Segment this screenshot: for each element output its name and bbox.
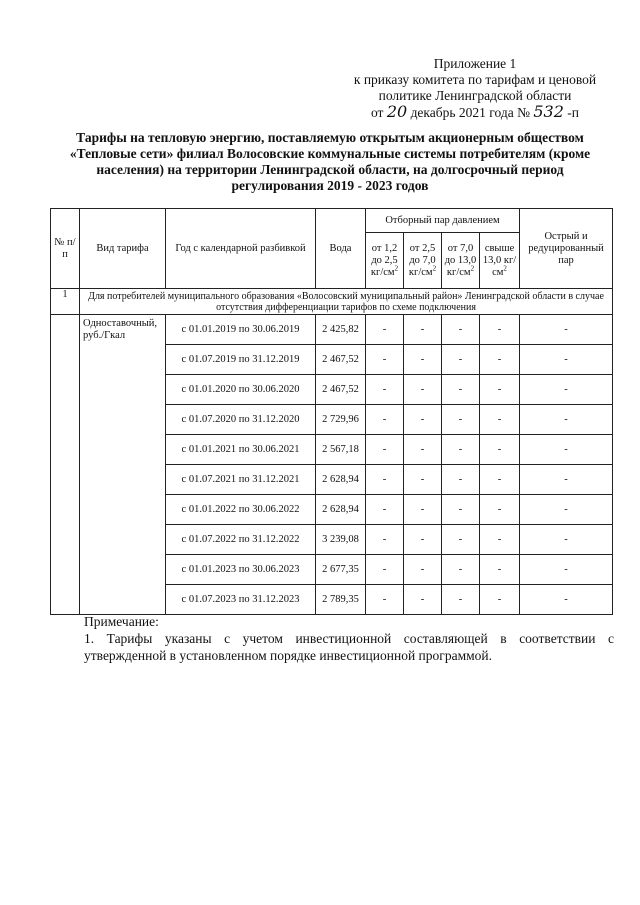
table-row xyxy=(51,315,613,345)
period-cell: с 01.07.2022 по 31.12.2022 xyxy=(166,525,316,555)
section-num: 1 xyxy=(51,289,80,315)
header-num: № п/п xyxy=(51,209,80,289)
annex-date-line xyxy=(340,104,610,121)
water-cell: 2 467,52 xyxy=(316,345,366,375)
annex-title: Приложение 1 xyxy=(433,56,517,71)
header-steam-3: от 7,0 до 13,0 $кг/см^2$ xyxy=(442,233,480,289)
water-cell: 2 425,82 xyxy=(316,315,366,345)
steam-1-cell: - xyxy=(366,375,404,405)
steam-1-cell: - xyxy=(366,555,404,585)
tariff-rows xyxy=(51,315,613,615)
tariff-table xyxy=(50,208,613,615)
row-num-empty xyxy=(51,315,80,615)
steam-2-cell: - xyxy=(404,555,442,585)
number-suffix: -п xyxy=(567,105,580,120)
water-cell: 2 567,18 xyxy=(316,435,366,465)
steam-2-cell: - xyxy=(404,525,442,555)
acute-steam-cell: - xyxy=(520,495,613,525)
period-cell: с 01.07.2023 по 31.12.2023 xyxy=(166,585,316,615)
water-cell: 2 789,35 xyxy=(316,585,366,615)
steam-2-cell: - xyxy=(404,375,442,405)
period-cell: с 01.07.2020 по 31.12.2020 xyxy=(166,405,316,435)
period-cell: с 01.01.2022 по 30.06.2022 xyxy=(166,495,316,525)
water-cell: 2 677,35 xyxy=(316,555,366,585)
note-heading: Примечание: xyxy=(84,614,159,629)
steam-4-cell: - xyxy=(480,435,520,465)
steam-3-cell: - xyxy=(442,585,480,615)
steam-3-cell: - xyxy=(442,525,480,555)
water-cell: 2 467,52 xyxy=(316,375,366,405)
steam-1-cell: - xyxy=(366,465,404,495)
water-cell: 3 239,08 xyxy=(316,525,366,555)
header-period: Год с календарной разбивкой xyxy=(166,209,316,289)
steam-4-cell: - xyxy=(480,555,520,585)
steam-4-cell: - xyxy=(480,405,520,435)
steam-1-cell: - xyxy=(366,435,404,465)
steam-3-cell: - xyxy=(442,375,480,405)
date-rest: декабрь 2021 года № xyxy=(410,105,530,120)
steam-4-cell: - xyxy=(480,315,520,345)
steam-1-cell: - xyxy=(366,405,404,435)
steam-4-cell: - xyxy=(480,495,520,525)
water-cell: 2 628,94 xyxy=(316,495,366,525)
header-water: Вода xyxy=(316,209,366,289)
steam-1-cell: - xyxy=(366,585,404,615)
tariff-kind: Одноставочный, руб./Гкал xyxy=(80,315,166,615)
acute-steam-cell: - xyxy=(520,525,613,555)
steam-4-cell: - xyxy=(480,465,520,495)
steam-2-cell: - xyxy=(404,495,442,525)
period-cell: с 01.01.2020 по 30.06.2020 xyxy=(166,375,316,405)
steam-3-cell: - xyxy=(442,465,480,495)
acute-steam-cell: - xyxy=(520,465,613,495)
steam-1-cell: - xyxy=(366,345,404,375)
steam-2-cell: - xyxy=(404,345,442,375)
steam-2-cell: - xyxy=(404,315,442,345)
steam-2-cell: - xyxy=(404,585,442,615)
header-steam-2: от 2,5 до 7,0 $кг/см^2$ xyxy=(404,233,442,289)
order-number-handwritten: 532 xyxy=(533,102,564,121)
date-prefix: от xyxy=(370,105,384,120)
period-cell: с 01.07.2021 по 31.12.2021 xyxy=(166,465,316,495)
acute-steam-cell: - xyxy=(520,375,613,405)
steam-2-cell: - xyxy=(404,405,442,435)
steam-2-cell: - xyxy=(404,465,442,495)
header-steam-group: Отборный пар давлением xyxy=(366,209,520,233)
period-cell: с 01.01.2021 по 30.06.2021 xyxy=(166,435,316,465)
steam-1-cell: - xyxy=(366,495,404,525)
steam-1-cell: - xyxy=(366,525,404,555)
steam-1-cell: - xyxy=(366,315,404,345)
header-steam-4: свыше 13,0 $кг/см^2$ xyxy=(480,233,520,289)
acute-steam-cell: - xyxy=(520,315,613,345)
annex-block xyxy=(340,56,610,121)
steam-4-cell: - xyxy=(480,585,520,615)
steam-3-cell: - xyxy=(442,315,480,345)
date-day-handwritten: 20 xyxy=(386,102,408,121)
section-description: Для потребителей муниципального образования «Волосовский муниципальный район» Ленинградской области в случае отсутствия дифференциации тарифов по схеме подключения xyxy=(80,289,613,315)
period-cell: с 01.01.2019 по 30.06.2019 xyxy=(166,315,316,345)
water-cell: 2 628,94 xyxy=(316,465,366,495)
period-cell: с 01.07.2019 по 31.12.2019 xyxy=(166,345,316,375)
steam-2-cell: - xyxy=(404,435,442,465)
steam-4-cell: - xyxy=(480,345,520,375)
steam-4-cell: - xyxy=(480,525,520,555)
steam-3-cell: - xyxy=(442,345,480,375)
header-acute-steam: Острый и редуцированный пар xyxy=(520,209,613,289)
acute-steam-cell: - xyxy=(520,585,613,615)
acute-steam-cell: - xyxy=(520,345,613,375)
steam-4-cell: - xyxy=(480,375,520,405)
acute-steam-cell: - xyxy=(520,405,613,435)
header-kind: Вид тарифа xyxy=(80,209,166,289)
steam-3-cell: - xyxy=(442,405,480,435)
steam-3-cell: - xyxy=(442,555,480,585)
acute-steam-cell: - xyxy=(520,435,613,465)
annex-line-2: политике Ленинградской области xyxy=(378,88,572,103)
note-item-1: 1. Тарифы указаны с учетом инвестиционной составляющей в соответствии с утвержденной в установленном порядке инвестиционной программой. xyxy=(84,631,614,663)
acute-steam-cell: - xyxy=(520,555,613,585)
annex-line-1: к приказу комитета по тарифам и ценовой xyxy=(353,72,597,87)
steam-3-cell: - xyxy=(442,435,480,465)
document-title: Тарифы на тепловую энергию, поставляемую открытым акционерным обществом «Тепловые сети» филиал Волосовские коммунальные системы потребителям (кроме населения) на территории Ленинградской области, на долгосрочный период регулирования 2019 - 2023 годов xyxy=(69,130,591,193)
header-steam-1: от 1,2 до 2,5 $кг/см^2$ xyxy=(366,233,404,289)
period-cell: с 01.01.2023 по 30.06.2023 xyxy=(166,555,316,585)
steam-3-cell: - xyxy=(442,495,480,525)
water-cell: 2 729,96 xyxy=(316,405,366,435)
